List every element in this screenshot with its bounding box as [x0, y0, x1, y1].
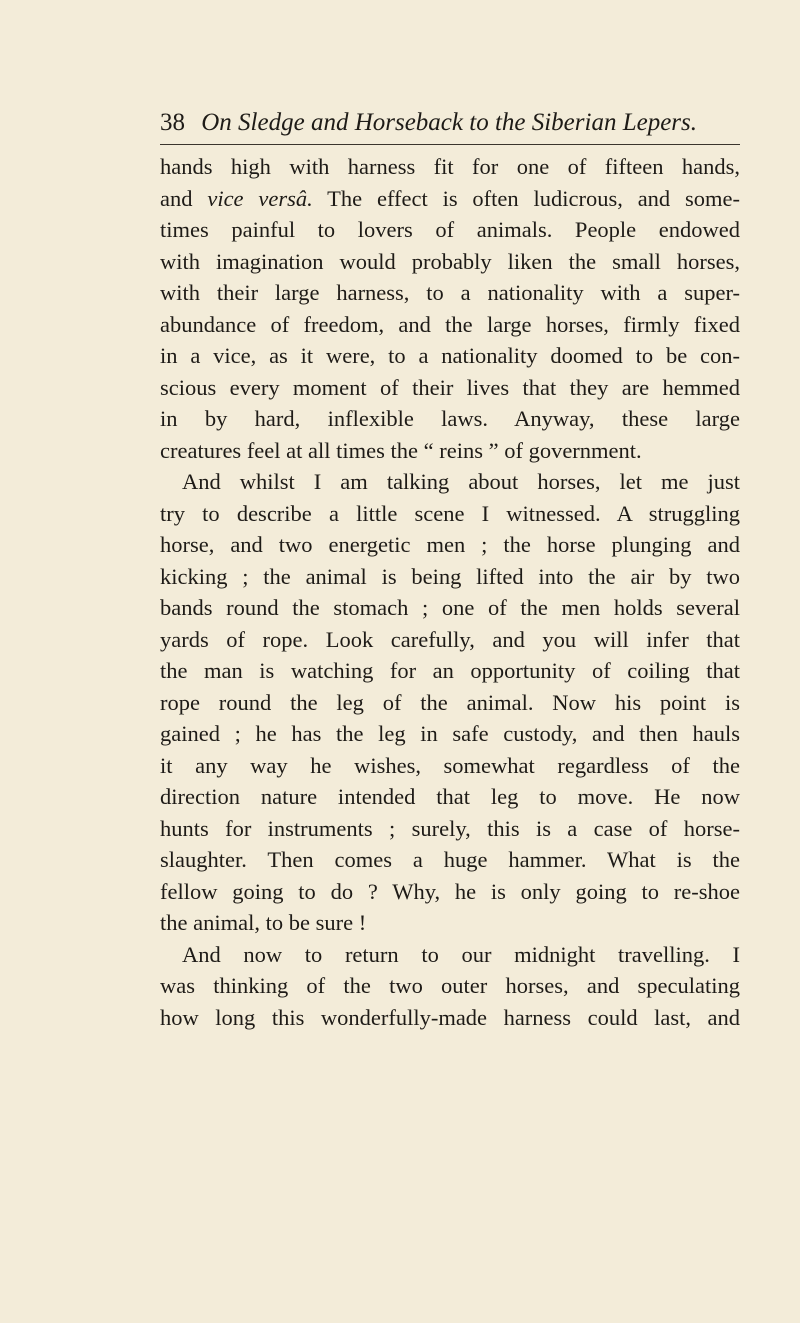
text-line: in by hard, inflexible laws. Anyway, these large: [160, 406, 740, 431]
text-line: slaughter. Then comes a huge hammer. What is the: [160, 847, 740, 872]
text-line: it any way he wishes, somewhat regardless of the: [160, 752, 740, 778]
page-number: 38: [160, 109, 185, 136]
text-line: And now to return to our midnight travelling. I: [182, 941, 740, 967]
text-line: scious every moment of their lives that they are hemmed: [160, 374, 740, 400]
running-head: [160, 106, 740, 140]
text-line: how long this wonderfully-made harness could last, and: [160, 1004, 740, 1030]
text-line: the man is watching for an opportunity of coiling that: [160, 658, 740, 683]
header-rule: [160, 144, 740, 145]
text-run: and: [160, 185, 208, 211]
text-line: in a vice, as it were, to a nationality doomed to be con-: [160, 343, 740, 368]
text-line: hands high with harness fit for one of fifteen hands,: [160, 154, 740, 179]
text-line: with their large harness, to a nationality with a super-: [160, 280, 740, 305]
text-line: kicking ; the animal is being lifted into the air by two: [160, 563, 740, 589]
text-line: with imagination would probably liken the small horses,: [160, 248, 740, 274]
text-line: direction nature intended that leg to move. He now: [160, 784, 740, 809]
text-line: yards of rope. Look carefully, and you will infer that: [160, 626, 740, 652]
text-line: fellow going to do ? Why, he is only going to re-shoe: [160, 878, 740, 904]
text-line: gained ; he has the leg in safe custody, and then hauls: [160, 721, 740, 746]
body-text: [160, 151, 740, 1033]
text-line: rope round the leg of the animal. Now his point is: [160, 689, 740, 715]
text-line: abundance of freedom, and the large horses, firmly fixed: [160, 311, 740, 337]
text-line: creatures feel at all times the “ reins ” of government.: [160, 437, 642, 463]
text-line: bands round the stomach ; one of the men holds several: [160, 595, 740, 620]
text-line: the animal, to be sure !: [160, 910, 367, 935]
text-line: try to describe a little scene I witnessed. A struggling: [160, 500, 740, 526]
running-title: On Sledge and Horseback to the Siberian Lepers.: [201, 109, 698, 136]
text-line: horse, and two energetic men ; the horse plunging and: [160, 532, 740, 557]
text-line: was thinking of the two outer horses, and speculating: [160, 973, 740, 998]
text-line: And whilst I am talking about horses, let me just: [182, 469, 740, 494]
text-run: The effect is often ludicrous, and some-: [312, 185, 740, 211]
text-line: times painful to lovers of animals. People endowed: [160, 217, 740, 242]
text-line: [160, 183, 740, 215]
text-line: hunts for instruments ; surely, this is a case of horse-: [160, 815, 740, 841]
italic-phrase: vice versâ.: [207, 185, 313, 211]
